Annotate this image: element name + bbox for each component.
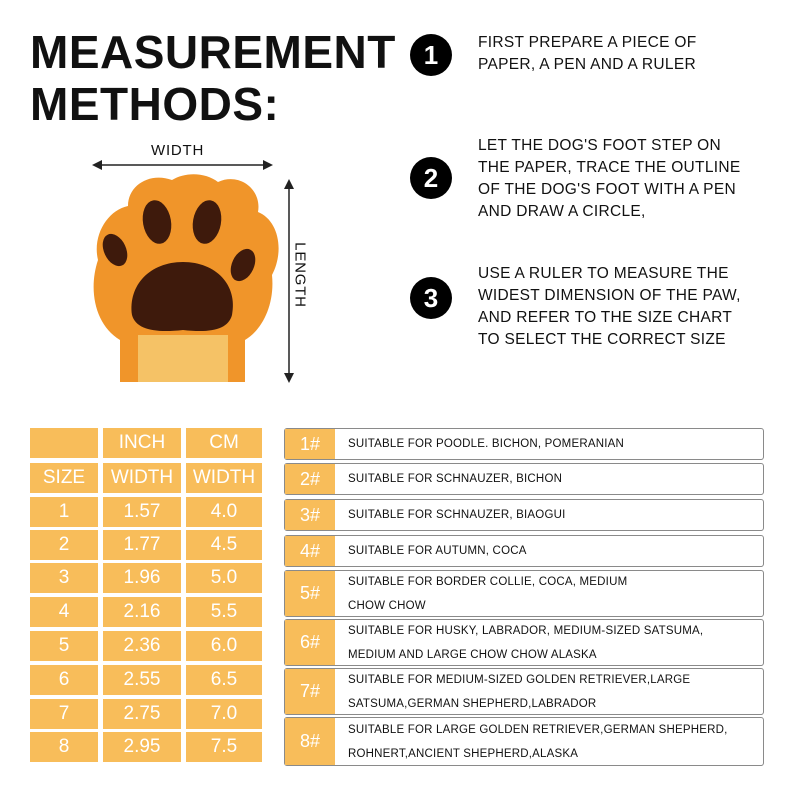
- table-cell: 1: [30, 497, 98, 527]
- table-cell: 2.36: [103, 631, 181, 661]
- table-header-width-cm: WIDTH: [186, 463, 262, 493]
- table-cell: 7.0: [186, 699, 262, 729]
- step-3-badge: 3: [410, 277, 452, 319]
- breed-description: SUITABLE FOR SCHNAUZER, BIAOGUI: [348, 509, 566, 521]
- list-item: [284, 717, 764, 766]
- length-arrow-icon: [284, 179, 294, 383]
- table-cell: 1.57: [103, 497, 181, 527]
- breed-description: SUITABLE FOR POODLE. BICHON, POMERANIAN: [348, 438, 624, 450]
- list-item: [284, 570, 764, 617]
- size-number: 4#: [285, 536, 335, 566]
- step-2-text: LET THE DOG'S FOOT STEP ON THE PAPER, TRACE THE OUTLINE OF THE DOG'S FOOT WITH A PEN AND DRAW A CIRCLE,: [478, 137, 741, 220]
- table-cell: 2.95: [103, 732, 181, 762]
- table-cell: 6.5: [186, 665, 262, 695]
- list-item: [284, 463, 764, 495]
- table-cell: 3: [30, 563, 98, 593]
- list-item: [284, 499, 764, 531]
- title-line-1: MEASUREMENT: [30, 26, 396, 78]
- table-cell: 6.0: [186, 631, 262, 661]
- size-number: 8#: [285, 718, 335, 765]
- size-number: 6#: [285, 620, 335, 665]
- breed-description: SUITABLE FOR MEDIUM-SIZED GOLDEN RETRIEVER,LARGE SATSUMA,GERMAN SHEPHERD,LABRADOR: [348, 673, 691, 710]
- table-cell: 1.96: [103, 563, 181, 593]
- breed-description: SUITABLE FOR SCHNAUZER, BICHON: [348, 473, 563, 485]
- table-cell: 4.0: [186, 497, 262, 527]
- list-item: [284, 428, 764, 460]
- step-3-text: USE A RULER TO MEASURE THE WIDEST DIMENSION OF THE PAW, AND REFER TO THE SIZE CHART TO SELECT THE CORRECT SIZE: [478, 265, 741, 348]
- table-header-unit-blank: [30, 428, 98, 458]
- length-label: LENGTH: [291, 242, 309, 308]
- list-item: [284, 619, 764, 666]
- step-1-text: FIRST PREPARE A PIECE OF PAPER, A PEN AND A RULER: [478, 34, 697, 73]
- breed-description: SUITABLE FOR AUTUMN, COCA: [348, 545, 527, 557]
- step-1-badge: 1: [410, 34, 452, 76]
- table-cell: 2.16: [103, 597, 181, 627]
- step-2-badge: 2: [410, 157, 452, 199]
- table-cell: 6: [30, 665, 98, 695]
- paw-icon: [94, 174, 279, 382]
- table-cell: 4.5: [186, 530, 262, 560]
- size-number: 7#: [285, 669, 335, 714]
- size-number: 3#: [285, 500, 335, 530]
- table-header-inch: INCH: [103, 428, 181, 458]
- table-cell: 2: [30, 530, 98, 560]
- width-arrow-icon: [92, 160, 273, 170]
- width-label: WIDTH: [151, 142, 205, 159]
- table-cell: 2.55: [103, 665, 181, 695]
- table-cell: 5: [30, 631, 98, 661]
- table-header-width-inch: WIDTH: [103, 463, 181, 493]
- table-cell: 7.5: [186, 732, 262, 762]
- breed-description: SUITABLE FOR HUSKY, LABRADOR, MEDIUM-SIZED SATSUMA, MEDIUM AND LARGE CHOW CHOW ALASKA: [348, 624, 704, 661]
- table-cell: 5.0: [186, 563, 262, 593]
- table-cell: 4: [30, 597, 98, 627]
- list-item: [284, 668, 764, 715]
- size-number: 5#: [285, 571, 335, 616]
- table-cell: 2.75: [103, 699, 181, 729]
- table-header-size: SIZE: [30, 463, 98, 493]
- table-cell: 1.77: [103, 530, 181, 560]
- breed-description: SUITABLE FOR LARGE GOLDEN RETRIEVER,GERMAN SHEPHERD, ROHNERT,ANCIENT SHEPHERD,ALASKA: [348, 723, 728, 760]
- size-number: 2#: [285, 464, 335, 494]
- table-cell: 5.5: [186, 597, 262, 627]
- title-line-2: METHODS:: [30, 78, 280, 130]
- list-item: [284, 535, 764, 567]
- table-cell: 8: [30, 732, 98, 762]
- table-cell: 7: [30, 699, 98, 729]
- table-header-cm: CM: [186, 428, 262, 458]
- breed-description: SUITABLE FOR BORDER COLLIE, COCA, MEDIUM CHOW CHOW: [348, 575, 628, 612]
- paw-diagram: [0, 0, 400, 400]
- size-number: 1#: [285, 429, 335, 459]
